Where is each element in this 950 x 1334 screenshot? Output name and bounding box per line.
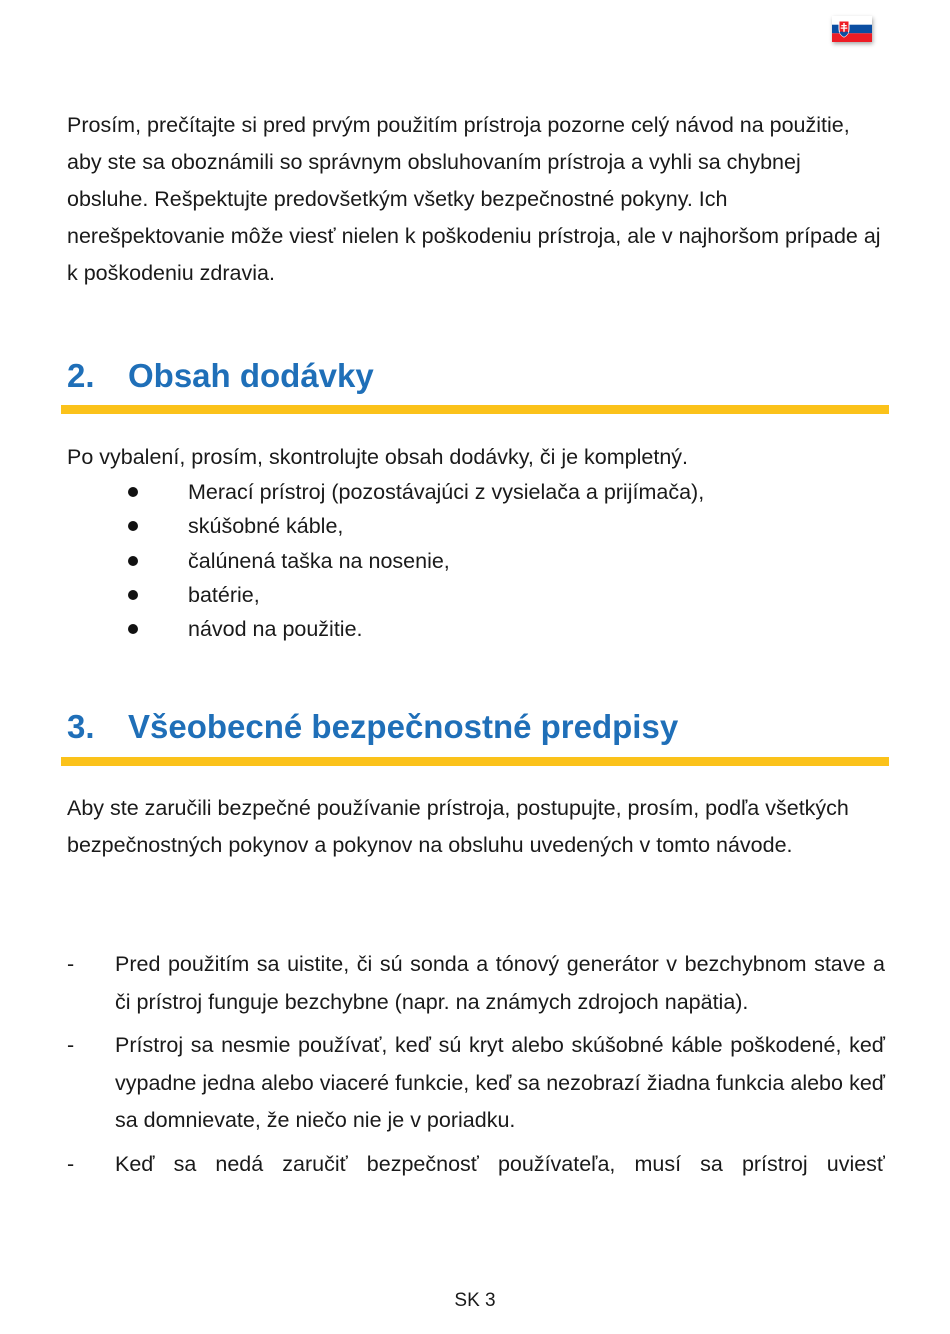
list-item: - Keď sa nedá zaručiť bezpečnosť používateľa, musí sa prístroj uviesť (67, 1146, 885, 1183)
section-3-divider (61, 757, 889, 766)
delivery-contents-list (67, 475, 704, 646)
section-3-heading (67, 707, 678, 747)
bullet-icon (128, 624, 138, 634)
dash-marker: - (67, 1033, 75, 1057)
bullet-icon (128, 521, 138, 531)
list-item: Merací prístroj (pozostávajúci z vysielača a prijímača), (67, 475, 704, 509)
slovakia-flag-icon (832, 16, 872, 42)
section-2-divider (61, 405, 889, 414)
bullet-icon (128, 590, 138, 600)
section-2-title: Obsah dodávky (128, 357, 374, 394)
bullet-icon (128, 556, 138, 566)
section-3-title: Všeobecné bezpečnostné predpisy (128, 708, 679, 745)
intro-paragraph: Prosím, prečítajte si pred prvým použitím prístroja pozorne celý návod na použitie, aby ste sa oboznámili so správnym obsluhovaním prístroja a vyhli sa chybnej obsluhe. Rešpektujte predovšetkým všetky bezpečnostné pokyny. Ich nerešpektovanie môže viesť nielen k poškodeniu prístroja, ale v najhoršom prípade aj k poškodeniu zdravia. (67, 113, 881, 285)
list-item: batérie, (67, 578, 704, 612)
list-item: čalúnená taška na nosenie, (67, 544, 704, 578)
list-item: - Prístroj sa nesmie používať, keď sú kryt alebo skúšobné káble poškodené, keď vypadne jedna alebo viaceré funkcie, keď sa nezobrazí žiadna funkcia alebo keď sa domnievate, že niečo nie je v poriadku. (67, 1027, 885, 1140)
safety-rules-list (67, 946, 885, 1189)
delivery-intro-text: Po vybalení, prosím, skontrolujte obsah dodávky, či je kompletný. (67, 445, 689, 469)
page-number: SK 3 (454, 1290, 496, 1311)
dash-marker: - (67, 1151, 75, 1176)
section-3-number: 3. (67, 708, 95, 745)
section-2-number: 2. (67, 357, 95, 394)
dash-marker: - (67, 952, 75, 976)
section-2-heading (67, 356, 374, 396)
bullet-icon (128, 487, 138, 497)
list-item: - Pred použitím sa uistite, či sú sonda a tónový generátor v bezchybnom stave a či prístroj funguje bezchybne (napr. na známych zdrojoch napätia). (67, 946, 885, 1021)
list-item: návod na použitie. (67, 612, 704, 646)
list-item: skúšobné káble, (67, 509, 704, 543)
safety-intro-paragraph: Aby ste zaručili bezpečné používanie prístroja, postupujte, prosím, podľa všetkých bezpečnostných pokynov a pokynov na obsluhu uvedených v tomto návode. (67, 796, 849, 857)
